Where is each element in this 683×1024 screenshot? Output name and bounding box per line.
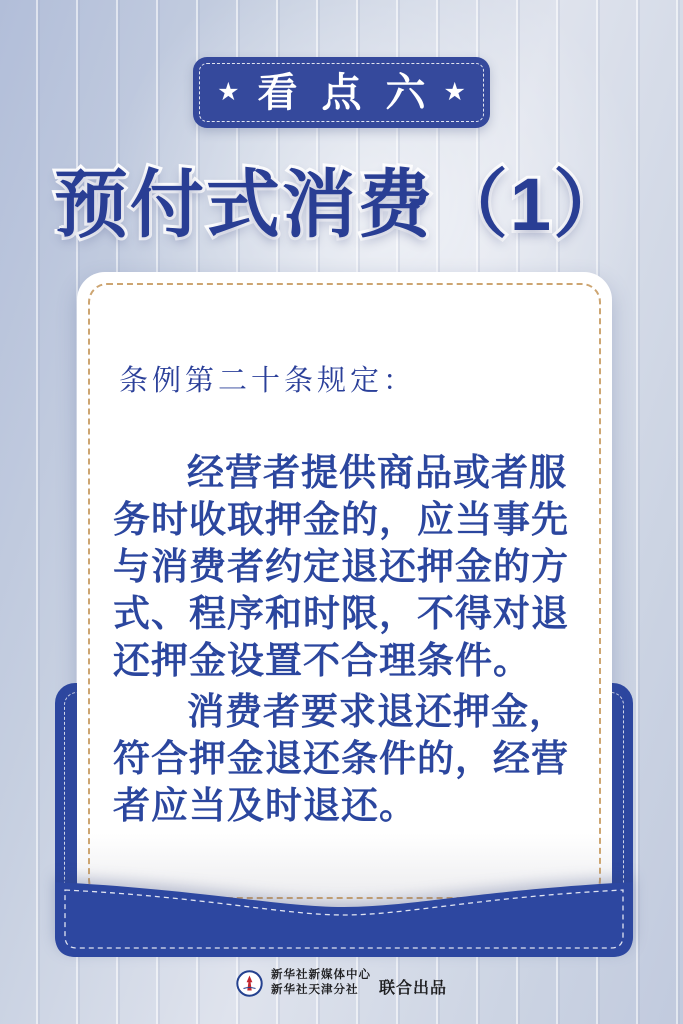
footer-org-line2: 新华社天津分社: [270, 984, 359, 996]
badge-label: 看点六: [257, 70, 450, 115]
section-badge: [193, 57, 490, 128]
regulation-heading: 条例第二十条规定：: [119, 365, 417, 397]
star-icon: ★: [443, 78, 466, 106]
folder-front-flap: [55, 878, 633, 957]
footer-suffix: 联合出品: [378, 979, 447, 997]
footer-org-line1: 新华社新媒体中心: [270, 969, 371, 981]
page-title: 预付式消费（1）: [53, 163, 630, 246]
regulation-paragraph: 经营者提供商品或者服务时收取押金的，应当事先与消费者约定退还押金的方式、程序和时限，不得对退还押金设置不合理条件。: [113, 452, 569, 681]
regulation-body: [113, 449, 583, 829]
star-icon: ★: [217, 78, 240, 106]
note-card: [77, 272, 612, 910]
regulation-paragraph: 消费者要求退还押金，符合押金退还条件的，经营者应当及时退还。: [113, 691, 569, 826]
footer-credit: [0, 968, 683, 998]
xinhua-logo-icon: [236, 970, 263, 997]
